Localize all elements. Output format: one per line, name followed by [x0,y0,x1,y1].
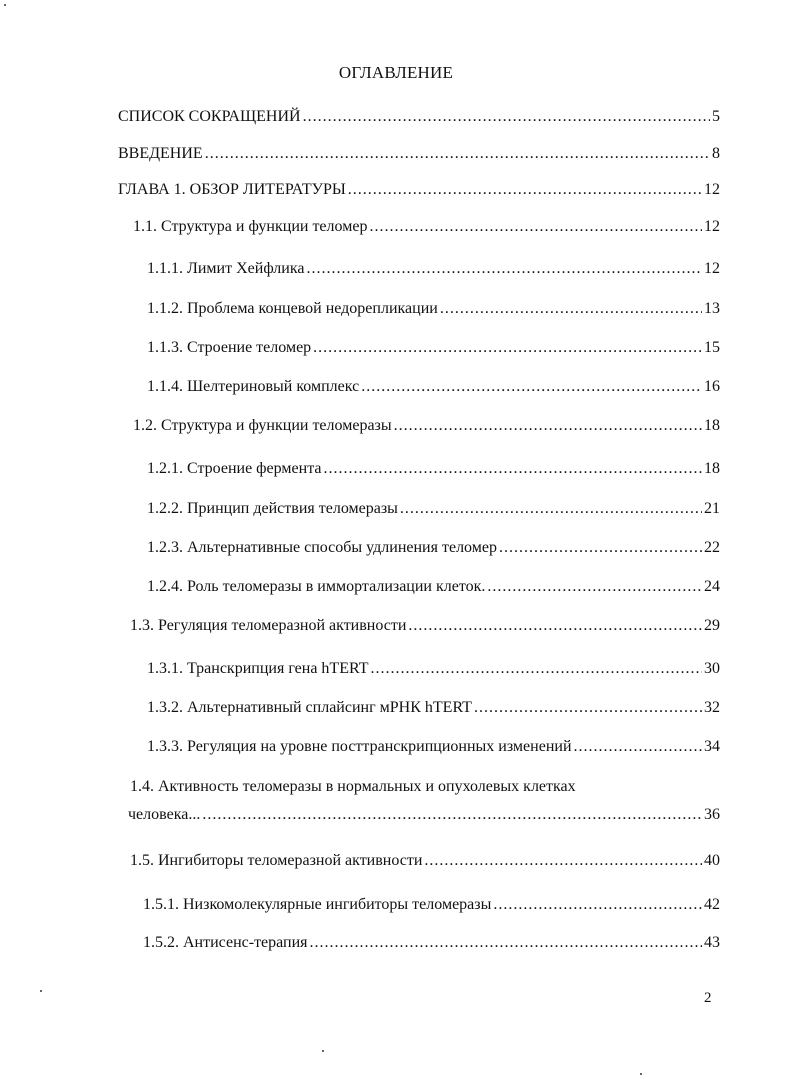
toc-entry[interactable] [147,339,720,363]
toc-entry-page: 21 [704,500,720,517]
dot-leader [303,108,710,126]
dot-leader [369,218,702,236]
toc-entry-label: 1.1.4. Шелтериновый комплекс [147,378,360,395]
toc-entry[interactable] [147,500,720,524]
scan-speck [4,4,6,6]
dot-leader [205,145,710,163]
page-number: 2 [704,990,712,1006]
toc-entry-label: 1.3.2. Альтернативный сплайсинг мРНК hTERT [147,699,472,716]
dot-leader [313,339,702,357]
toc-entry[interactable] [147,578,720,602]
toc-entry[interactable] [128,806,720,830]
toc-entry-label: 1.2.1. Строение фермента [147,460,322,477]
toc-entry[interactable] [147,699,720,723]
dot-leader [361,378,702,396]
toc-entry-label: 1.2. Структура и функции теломеразы [133,417,392,434]
toc-entry-label: ГЛАВА 1. ОБЗОР ЛИТЕРАТУРЫ [118,181,346,198]
toc-entry[interactable] [147,300,720,324]
toc-entry-label: 1.2.3. Альтернативные способы удлинения теломер [147,539,497,556]
toc-entry-label: СПИСОК СОКРАЩЕНИЙ [118,108,301,125]
toc-entry-page: 40 [704,852,720,869]
dot-leader [400,500,702,518]
toc-entry[interactable] [118,181,720,205]
toc-entry[interactable] [147,260,720,284]
toc-entry-page: 5 [712,108,720,125]
toc-entry[interactable] [147,738,720,762]
toc-entry[interactable] [147,539,720,563]
dot-leader [474,699,702,717]
toc-entry-page: 12 [704,218,720,235]
toc-entry-page: 8 [712,145,720,162]
toc-entry-page: 43 [704,934,720,951]
toc-entry-page: 36 [704,806,720,823]
toc-entry-label: 1.1.3. Строение теломер [147,339,312,356]
scan-speck [40,990,42,992]
dot-leader [323,460,702,478]
dot-leader [424,852,702,870]
toc-entry-page: 12 [704,181,720,198]
toc-entry-label: человека... [128,806,201,823]
dot-leader [408,617,702,635]
toc-entry-page: 12 [704,260,720,277]
page-title: ОГЛАВЛЕНИЕ [338,63,454,82]
toc-entry-label: 1.5.1. Низкомолекулярные ингибиторы теломеразы [143,896,492,913]
toc-entry-page: 18 [704,417,720,434]
toc-entry-label: 1.1.2. Проблема концевой недорепликации [147,300,438,317]
toc-entry-label: 1.1. Структура и функции теломер [133,218,368,235]
toc-entry[interactable] [130,852,720,876]
dot-leader [499,539,702,557]
toc-entry-label-line1: 1.4. Активность теломеразы в нормальных и опухолевых клетках [130,778,576,795]
dot-leader [493,896,702,914]
scan-speck [322,1050,324,1052]
toc-entry-label: 1.5. Ингибиторы теломеразной активности [130,852,423,869]
toc-entry-label: ВВЕДЕНИЕ [118,145,203,162]
toc-entry[interactable] [118,108,720,132]
dot-leader [574,738,703,756]
scan-speck [640,1073,642,1075]
toc-entry-label: 1.3.3. Регуляция на уровне посттранскрипционных изменений [147,738,572,755]
toc-entry-page: 16 [704,378,720,395]
dot-leader [487,578,702,596]
toc-entry[interactable] [130,617,720,641]
toc-entry-page: 32 [704,699,720,716]
toc-entry-page: 30 [704,660,720,677]
dot-leader [306,260,702,278]
toc-entry-page: 22 [704,539,720,556]
toc-entry-page: 34 [704,738,720,755]
toc-entry[interactable] [147,660,720,684]
toc-entry[interactable] [147,460,720,484]
toc-entry[interactable] [143,896,720,920]
dot-leader [202,806,702,824]
toc-entry-label: 1.3.1. Транскрипция гена hTERT [147,660,369,677]
dot-leader [370,660,702,678]
toc-entry-label: 1.2.4. Роль теломеразы в иммортализации клеток. [147,578,486,595]
toc-entry-label: 1.5.2. Антисенс-терапия [143,934,308,951]
toc-entry-page: 29 [704,617,720,634]
toc-entry[interactable] [147,378,720,402]
dot-leader [440,300,702,318]
toc-entry-page: 42 [704,896,720,913]
toc-entry[interactable] [118,145,720,169]
toc-entry[interactable] [133,417,720,441]
toc-entry-page: 15 [704,339,720,356]
toc-entry[interactable] [143,934,720,958]
toc-entry[interactable] [133,218,720,242]
dot-leader [310,934,702,952]
dot-leader [394,417,702,435]
dot-leader [348,181,702,199]
toc-entry-page: 24 [704,578,720,595]
toc-entry-page: 18 [704,460,720,477]
toc-entry-label: 1.2.2. Принцип действия теломеразы [147,500,398,517]
toc-entry-page: 13 [704,300,720,317]
toc-entry-label: 1.3. Регуляция теломеразной активности [130,617,407,634]
toc-entry-label: 1.1.1. Лимит Хейфлика [147,260,305,277]
